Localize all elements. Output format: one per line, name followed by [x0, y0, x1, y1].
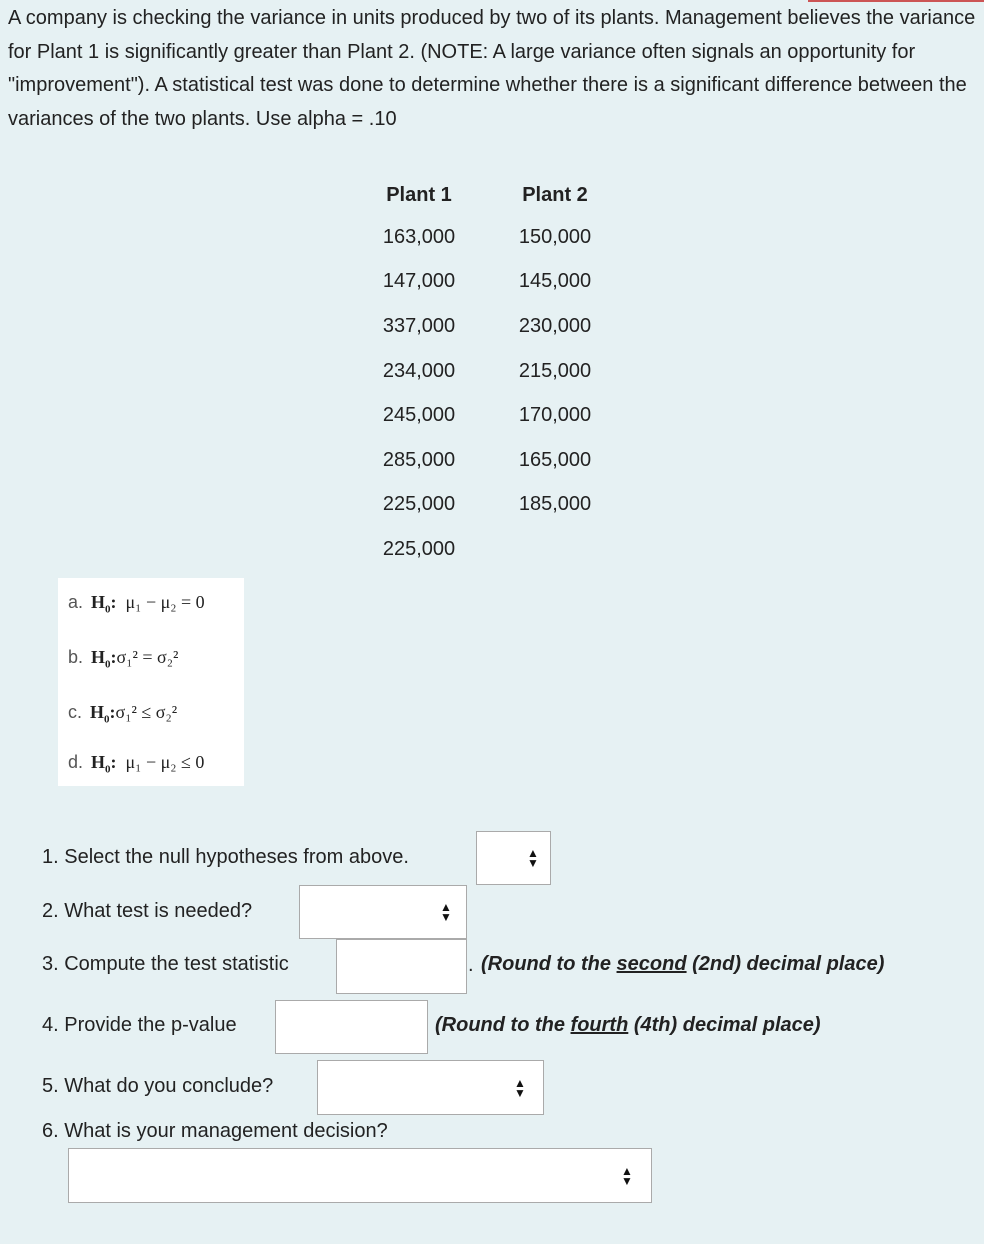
data-table	[360, 175, 632, 572]
updown-arrow-icon: ▲ ▼	[527, 846, 539, 870]
table-row	[360, 527, 632, 572]
period-text: .	[468, 954, 474, 976]
hypothesis-text: μ₁ − μ₂ ≤ 0	[125, 752, 205, 772]
table-cell: 245,000	[382, 404, 456, 427]
table-cell: 165,000	[518, 448, 592, 471]
hypothesis-text: σ₁² ≤ σ₂²	[115, 702, 178, 722]
hypotheses-image	[58, 578, 244, 786]
conclusion-select[interactable]	[317, 1060, 544, 1115]
table-cell: 145,000	[518, 270, 592, 293]
table-cell: 230,000	[518, 314, 592, 337]
question-4-label: 4. Provide the p-value	[42, 1014, 237, 1036]
table-row	[360, 304, 632, 349]
updown-arrow-icon: ▲ ▼	[621, 1163, 633, 1188]
updown-arrow-icon: ▲ ▼	[514, 1075, 526, 1100]
table-cell: 163,000	[382, 225, 456, 248]
round-note-second	[481, 953, 884, 976]
question-3-label: 3. Compute the test statistic	[42, 953, 289, 975]
question-1-label: 1. Select the null hypotheses from above.	[42, 846, 409, 868]
table-row	[360, 260, 632, 305]
updown-arrow-icon: ▲ ▼	[440, 900, 452, 924]
question-6-label: 6. What is your management decision?	[42, 1120, 388, 1142]
note-text: (Round to the	[481, 953, 617, 975]
table-cell	[478, 527, 632, 572]
table-row	[360, 483, 632, 528]
hypothesis-text: μ₁ − μ₂ = 0	[125, 592, 205, 612]
p-value-input[interactable]	[275, 1000, 428, 1054]
hypothesis-a: a. $H_0$: μ₁ − μ₂ = 0	[68, 592, 205, 616]
management-decision-select[interactable]	[68, 1148, 652, 1203]
table-header-row	[360, 175, 632, 215]
note-underlined: fourth	[570, 1014, 629, 1036]
hypothesis-letter: c.	[68, 702, 83, 722]
hypothesis-c: c. $H_0:\sigma_1^2 \le \sigma_2^2$	[68, 702, 178, 726]
table-cell: 170,000	[518, 404, 592, 427]
test-statistic-input[interactable]	[336, 939, 467, 994]
table-row	[360, 349, 632, 394]
hypothesis-b: b. $H_0:\sigma_1^2 = \sigma_2^2$	[68, 647, 179, 671]
hypothesis-text: σ₁² = σ₂²	[116, 647, 179, 667]
header-plant-2: Plant 2	[522, 183, 588, 206]
round-note-fourth	[435, 1014, 821, 1037]
table-row	[360, 215, 632, 260]
table-cell: 285,000	[382, 448, 456, 471]
note-text: (4th) decimal place)	[628, 1014, 821, 1036]
table-cell: 225,000	[382, 493, 456, 516]
table-cell: 185,000	[518, 493, 592, 516]
table-cell: 234,000	[382, 359, 456, 382]
table-row	[360, 438, 632, 483]
table-cell: 150,000	[518, 225, 592, 248]
hypothesis-letter: b.	[68, 647, 84, 667]
question-2-label: 2. What test is needed?	[42, 900, 253, 922]
header-plant-1: Plant 1	[386, 183, 452, 206]
problem-statement: A company is checking the variance in units produced by two of its plants. Management believes the variance for Plant 1 is significantly greater than Plant 2. (NOTE: A large variance often signals an opportunity for "improvement"). A statistical test was done to determine whether there is a significant difference between the variances of the two plants. Use alpha = .10	[8, 7, 976, 130]
table-cell: 225,000	[382, 537, 456, 560]
test-type-select[interactable]	[299, 885, 467, 939]
hypothesis-letter: a.	[68, 592, 84, 612]
null-hypothesis-select[interactable]	[476, 831, 551, 885]
hypothesis-letter: d.	[68, 752, 84, 772]
table-cell: 147,000	[382, 270, 456, 293]
table-cell: 337,000	[382, 314, 456, 337]
note-text: (2nd) decimal place)	[686, 953, 885, 975]
question-5-label: 5. What do you conclude?	[42, 1075, 274, 1097]
table-row	[360, 393, 632, 438]
table-cell: 215,000	[518, 359, 592, 382]
note-text: (Round to the	[435, 1014, 571, 1036]
hypothesis-d: d. $H_0$: μ₁ − μ₂ ≤ 0	[68, 752, 205, 776]
note-underlined: second	[616, 953, 687, 975]
